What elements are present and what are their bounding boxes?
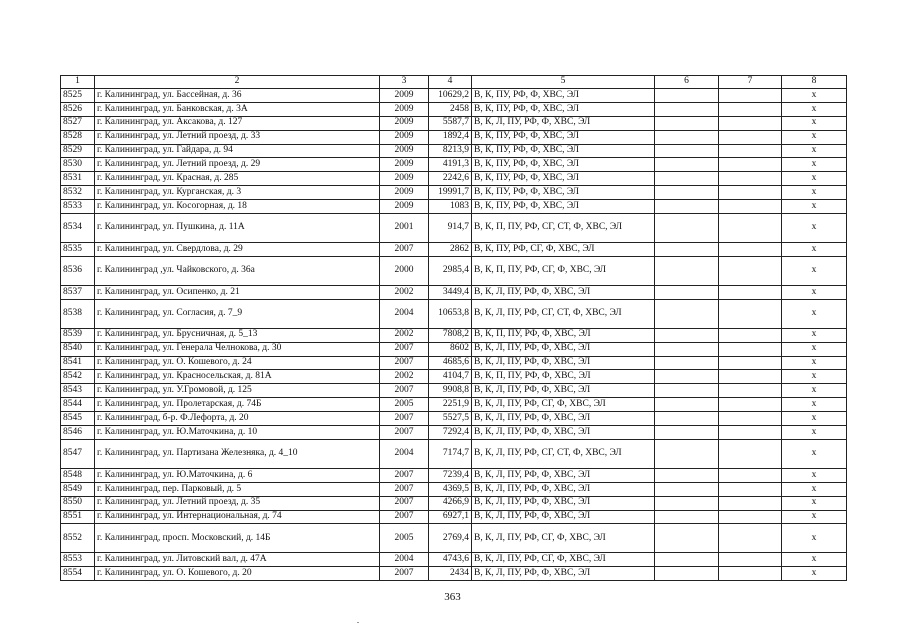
table-row: [61, 439, 847, 468]
year-cell: 2004: [380, 439, 429, 468]
year-cell: 2009: [380, 130, 429, 144]
col6-cell: [655, 342, 719, 356]
systems-cell: В, К, Л, ПУ, РФ, Ф, ХВС, ЭЛ: [472, 116, 655, 130]
table-body: [61, 76, 847, 581]
col7-cell: [719, 398, 782, 412]
row-number-cell: 8551: [61, 510, 95, 524]
col7-cell: [719, 116, 782, 130]
col6-cell: [655, 89, 719, 103]
systems-cell: В, К, Л, ПУ, РФ, СГ, СТ, Ф, ХВС, ЭЛ: [472, 439, 655, 468]
systems-cell: В, К, Л, ПУ, РФ, Ф, ХВС, ЭЛ: [472, 468, 655, 482]
row-number-cell: 8536: [61, 256, 95, 285]
row-number-cell: 8540: [61, 342, 95, 356]
col6-cell: [655, 412, 719, 426]
mark-cell: х: [782, 89, 847, 103]
col7-cell: [719, 482, 782, 496]
mark-cell: х: [782, 130, 847, 144]
col6-cell: [655, 200, 719, 214]
systems-cell: В, К, Л, ПУ, РФ, СГ, Ф, ХВС, ЭЛ: [472, 398, 655, 412]
area-cell: 1083: [429, 200, 472, 214]
address-cell: г. Калининград, ул. О. Кошевого, д. 20: [95, 567, 380, 581]
systems-cell: В, К, ПУ, РФ, Ф, ХВС, ЭЛ: [472, 200, 655, 214]
systems-cell: В, К, ПУ, РФ, Ф, ХВС, ЭЛ: [472, 102, 655, 116]
area-cell: 2985,4: [429, 256, 472, 285]
row-number-cell: 8553: [61, 553, 95, 567]
area-cell: 8602: [429, 342, 472, 356]
col7-cell: [719, 496, 782, 510]
area-cell: 5527,5: [429, 412, 472, 426]
year-cell: 2005: [380, 398, 429, 412]
table-row: [61, 496, 847, 510]
systems-cell: В, К, Л, ПУ, РФ, Ф, ХВС, ЭЛ: [472, 342, 655, 356]
address-cell: г. Калининград, ул. Интернациональная, д. 74: [95, 510, 380, 524]
table-row: [61, 89, 847, 103]
year-cell: 2009: [380, 144, 429, 158]
systems-cell: В, К, П, ПУ, РФ, Ф, ХВС, ЭЛ: [472, 370, 655, 384]
table-row: [61, 172, 847, 186]
table-row: [61, 384, 847, 398]
col6-cell: [655, 356, 719, 370]
col7-cell: [719, 89, 782, 103]
col7-cell: [719, 567, 782, 581]
systems-cell: В, К, Л, ПУ, РФ, Ф, ХВС, ЭЛ: [472, 496, 655, 510]
col6-cell: [655, 384, 719, 398]
column-header: 4: [429, 76, 472, 89]
col7-cell: [719, 328, 782, 342]
area-cell: 8213,9: [429, 144, 472, 158]
col6-cell: [655, 256, 719, 285]
col6-cell: [655, 567, 719, 581]
year-cell: 2009: [380, 102, 429, 116]
row-number-cell: 8542: [61, 370, 95, 384]
row-number-cell: 8525: [61, 89, 95, 103]
area-cell: 3449,4: [429, 285, 472, 299]
systems-cell: В, К, Л, ПУ, РФ, Ф, ХВС, ЭЛ: [472, 356, 655, 370]
year-cell: 2001: [380, 214, 429, 243]
address-cell: г. Калининград, ул. Партизана Железняка, д. 4_10: [95, 439, 380, 468]
table-row: [61, 524, 847, 553]
area-cell: 7808,2: [429, 328, 472, 342]
row-number-cell: 8554: [61, 567, 95, 581]
col7-cell: [719, 553, 782, 567]
area-cell: 19991,7: [429, 186, 472, 200]
area-cell: 7174,7: [429, 439, 472, 468]
mark-cell: х: [782, 256, 847, 285]
col7-cell: [719, 256, 782, 285]
mark-cell: х: [782, 158, 847, 172]
col6-cell: [655, 370, 719, 384]
mark-cell: х: [782, 426, 847, 440]
mark-cell: х: [782, 116, 847, 130]
column-header: 2: [95, 76, 380, 89]
col7-cell: [719, 200, 782, 214]
col7-cell: [719, 285, 782, 299]
systems-cell: В, К, Л, ПУ, РФ, Ф, ХВС, ЭЛ: [472, 384, 655, 398]
table-row: [61, 158, 847, 172]
systems-cell: В, К, ПУ, РФ, Ф, ХВС, ЭЛ: [472, 144, 655, 158]
area-cell: 7239,4: [429, 468, 472, 482]
area-cell: 2251,9: [429, 398, 472, 412]
col6-cell: [655, 172, 719, 186]
row-number-cell: 8529: [61, 144, 95, 158]
col7-cell: [719, 356, 782, 370]
mark-cell: х: [782, 144, 847, 158]
mark-cell: х: [782, 214, 847, 243]
row-number-cell: 8548: [61, 468, 95, 482]
table-row: [61, 510, 847, 524]
col6-cell: [655, 468, 719, 482]
table-row: [61, 567, 847, 581]
column-header: 7: [719, 76, 782, 89]
col6-cell: [655, 398, 719, 412]
address-cell: г. Калининград, ул. Свердлова, д. 29: [95, 243, 380, 257]
year-cell: 2009: [380, 116, 429, 130]
row-number-cell: 8530: [61, 158, 95, 172]
mark-cell: х: [782, 186, 847, 200]
address-cell: г. Калининград, ул. Летний проезд, д. 35: [95, 496, 380, 510]
row-number-cell: 8528: [61, 130, 95, 144]
col6-cell: [655, 510, 719, 524]
row-number-cell: 8534: [61, 214, 95, 243]
column-header: 3: [380, 76, 429, 89]
col6-cell: [655, 158, 719, 172]
mark-cell: х: [782, 299, 847, 328]
systems-cell: В, К, П, ПУ, РФ, Ф, ХВС, ЭЛ: [472, 328, 655, 342]
systems-cell: В, К, ПУ, РФ, Ф, ХВС, ЭЛ: [472, 130, 655, 144]
col7-cell: [719, 144, 782, 158]
address-cell: г. Калининград, ул. Осипенко, д. 21: [95, 285, 380, 299]
row-number-cell: 8547: [61, 439, 95, 468]
table-row: [61, 256, 847, 285]
page-number: 363: [444, 591, 461, 603]
address-cell: г. Калининград, ул. Летний проезд, д. 29: [95, 158, 380, 172]
table-row: [61, 412, 847, 426]
year-cell: 2004: [380, 299, 429, 328]
table-row: [61, 482, 847, 496]
row-number-cell: 8544: [61, 398, 95, 412]
table-row: [61, 299, 847, 328]
address-cell: г. Калининград, б-р. Ф.Лефорта, д. 20: [95, 412, 380, 426]
year-cell: 2007: [380, 384, 429, 398]
year-cell: 2007: [380, 496, 429, 510]
table-row: [61, 370, 847, 384]
systems-cell: В, К, Л, ПУ, РФ, Ф, ХВС, ЭЛ: [472, 482, 655, 496]
area-cell: 4191,3: [429, 158, 472, 172]
col6-cell: [655, 243, 719, 257]
table-row: [61, 426, 847, 440]
mark-cell: х: [782, 102, 847, 116]
systems-cell: В, К, Л, ПУ, РФ, СГ, Ф, ХВС, ЭЛ: [472, 553, 655, 567]
year-cell: 2007: [380, 412, 429, 426]
address-cell: г. Калининград, ул. Согласия, д. 7_9: [95, 299, 380, 328]
col6-cell: [655, 130, 719, 144]
systems-cell: В, К, Л, ПУ, РФ, СГ, Ф, ХВС, ЭЛ: [472, 524, 655, 553]
year-cell: 2005: [380, 524, 429, 553]
table-row: [61, 468, 847, 482]
col6-cell: [655, 214, 719, 243]
area-cell: 7292,4: [429, 426, 472, 440]
row-number-cell: 8550: [61, 496, 95, 510]
row-number-cell: 8527: [61, 116, 95, 130]
col7-cell: [719, 426, 782, 440]
col7-cell: [719, 186, 782, 200]
area-cell: 10629,2: [429, 89, 472, 103]
systems-cell: В, К, Л, ПУ, РФ, Ф, ХВС, ЭЛ: [472, 510, 655, 524]
table-header-row: [61, 76, 847, 89]
col6-cell: [655, 299, 719, 328]
year-cell: 2007: [380, 356, 429, 370]
col7-cell: [719, 342, 782, 356]
col7-cell: [719, 102, 782, 116]
area-cell: 2458: [429, 102, 472, 116]
year-cell: 2009: [380, 89, 429, 103]
mark-cell: х: [782, 285, 847, 299]
mark-cell: х: [782, 356, 847, 370]
col7-cell: [719, 130, 782, 144]
year-cell: 2004: [380, 553, 429, 567]
col6-cell: [655, 116, 719, 130]
col6-cell: [655, 482, 719, 496]
address-cell: г. Калининград, ул. Литовский вал, д. 47А: [95, 553, 380, 567]
col6-cell: [655, 553, 719, 567]
mark-cell: х: [782, 328, 847, 342]
year-cell: 2009: [380, 186, 429, 200]
scan-speck: [357, 622, 359, 623]
address-cell: г. Калининград, ул. Аксакова, д. 127: [95, 116, 380, 130]
col7-cell: [719, 384, 782, 398]
col7-cell: [719, 510, 782, 524]
col6-cell: [655, 285, 719, 299]
row-number-cell: 8537: [61, 285, 95, 299]
table-row: [61, 102, 847, 116]
table-row: [61, 328, 847, 342]
mark-cell: х: [782, 370, 847, 384]
col7-cell: [719, 524, 782, 553]
area-cell: 9908,8: [429, 384, 472, 398]
table-row: [61, 186, 847, 200]
year-cell: 2000: [380, 256, 429, 285]
area-cell: 4369,5: [429, 482, 472, 496]
year-cell: 2009: [380, 158, 429, 172]
address-cell: г. Калининград, ул. Бассейная, д. 36: [95, 89, 380, 103]
row-number-cell: 8543: [61, 384, 95, 398]
area-cell: 6927,1: [429, 510, 472, 524]
row-number-cell: 8533: [61, 200, 95, 214]
address-cell: г. Калининград, ул. Летний проезд, д. 33: [95, 130, 380, 144]
address-cell: г. Калининград, пер. Парковый, д. 5: [95, 482, 380, 496]
year-cell: 2002: [380, 285, 429, 299]
address-cell: г. Калининград, ул. О. Кошевого, д. 24: [95, 356, 380, 370]
table-row: [61, 356, 847, 370]
address-cell: г. Калининград, ул. Банковская, д. 3А: [95, 102, 380, 116]
area-cell: 4743,6: [429, 553, 472, 567]
year-cell: 2007: [380, 468, 429, 482]
mark-cell: х: [782, 510, 847, 524]
area-cell: 4685,6: [429, 356, 472, 370]
col7-cell: [719, 468, 782, 482]
row-number-cell: 8539: [61, 328, 95, 342]
address-cell: г. Калининград, ул. Пушкина, д. 11А: [95, 214, 380, 243]
row-number-cell: 8546: [61, 426, 95, 440]
row-number-cell: 8531: [61, 172, 95, 186]
column-header: 1: [61, 76, 95, 89]
col7-cell: [719, 299, 782, 328]
address-cell: г. Калининград, ул. Красная, д. 285: [95, 172, 380, 186]
address-cell: г. Калининград, ул. Гайдара, д. 94: [95, 144, 380, 158]
area-cell: 4104,7: [429, 370, 472, 384]
row-number-cell: 8552: [61, 524, 95, 553]
mark-cell: х: [782, 567, 847, 581]
mark-cell: х: [782, 468, 847, 482]
year-cell: 2007: [380, 342, 429, 356]
row-number-cell: 8541: [61, 356, 95, 370]
table-row: [61, 398, 847, 412]
year-cell: 2009: [380, 172, 429, 186]
mark-cell: х: [782, 496, 847, 510]
year-cell: 2002: [380, 328, 429, 342]
row-number-cell: 8545: [61, 412, 95, 426]
systems-cell: В, К, ПУ, РФ, СГ, Ф, ХВС, ЭЛ: [472, 243, 655, 257]
area-cell: 1892,4: [429, 130, 472, 144]
row-number-cell: 8538: [61, 299, 95, 328]
table-row: [61, 116, 847, 130]
col7-cell: [719, 243, 782, 257]
systems-cell: В, К, Л, ПУ, РФ, Ф, ХВС, ЭЛ: [472, 567, 655, 581]
address-cell: г. Калининград, ул. Генерала Челнокова, д. 30: [95, 342, 380, 356]
area-cell: 5587,7: [429, 116, 472, 130]
row-number-cell: 8535: [61, 243, 95, 257]
address-cell: г. Калининград, ул. Брусничная, д. 5_13: [95, 328, 380, 342]
table-row: [61, 144, 847, 158]
area-cell: 4266,9: [429, 496, 472, 510]
mark-cell: х: [782, 398, 847, 412]
col7-cell: [719, 412, 782, 426]
table-row: [61, 553, 847, 567]
year-cell: 2002: [380, 370, 429, 384]
mark-cell: х: [782, 200, 847, 214]
column-header: 8: [782, 76, 847, 89]
address-cell: г. Калининград, ул. У.Громовой, д. 125: [95, 384, 380, 398]
col7-cell: [719, 439, 782, 468]
systems-cell: В, К, ПУ, РФ, Ф, ХВС, ЭЛ: [472, 172, 655, 186]
row-number-cell: 8526: [61, 102, 95, 116]
col6-cell: [655, 186, 719, 200]
table-row: [61, 130, 847, 144]
col6-cell: [655, 328, 719, 342]
table-row: [61, 214, 847, 243]
year-cell: 2007: [380, 510, 429, 524]
mark-cell: х: [782, 439, 847, 468]
address-cell: г. Калининград, ул. Ю.Маточкина, д. 6: [95, 468, 380, 482]
systems-cell: В, К, Л, ПУ, РФ, СГ, СТ, Ф, ХВС, ЭЛ: [472, 299, 655, 328]
mark-cell: х: [782, 384, 847, 398]
address-cell: г. Калининград ,ул. Чайковского, д. 36а: [95, 256, 380, 285]
systems-cell: В, К, ПУ, РФ, Ф, ХВС, ЭЛ: [472, 186, 655, 200]
col7-cell: [719, 158, 782, 172]
mark-cell: х: [782, 172, 847, 186]
systems-cell: В, К, Л, ПУ, РФ, Ф, ХВС, ЭЛ: [472, 426, 655, 440]
mark-cell: х: [782, 553, 847, 567]
area-cell: 914,7: [429, 214, 472, 243]
table-row: [61, 342, 847, 356]
area-cell: 2769,4: [429, 524, 472, 553]
year-cell: 2007: [380, 243, 429, 257]
year-cell: 2007: [380, 567, 429, 581]
housing-register-table: [60, 75, 847, 581]
mark-cell: х: [782, 524, 847, 553]
col7-cell: [719, 370, 782, 384]
area-cell: 2434: [429, 567, 472, 581]
mark-cell: х: [782, 342, 847, 356]
mark-cell: х: [782, 243, 847, 257]
col6-cell: [655, 439, 719, 468]
year-cell: 2009: [380, 200, 429, 214]
column-header: 6: [655, 76, 719, 89]
address-cell: г. Калининград, ул. Красносельская, д. 81А: [95, 370, 380, 384]
systems-cell: В, К, П, ПУ, РФ, СГ, Ф, ХВС, ЭЛ: [472, 256, 655, 285]
col6-cell: [655, 524, 719, 553]
address-cell: г. Калининград, ул. Пролетарская, д. 74Б: [95, 398, 380, 412]
area-cell: 2242,6: [429, 172, 472, 186]
systems-cell: В, К, ПУ, РФ, Ф, ХВС, ЭЛ: [472, 89, 655, 103]
row-number-cell: 8549: [61, 482, 95, 496]
address-cell: г. Калининград, просп. Московский, д. 14Б: [95, 524, 380, 553]
table-row: [61, 200, 847, 214]
mark-cell: х: [782, 412, 847, 426]
systems-cell: В, К, Л, ПУ, РФ, Ф, ХВС, ЭЛ: [472, 285, 655, 299]
table-row: [61, 243, 847, 257]
column-header: 5: [472, 76, 655, 89]
systems-cell: В, К, ПУ, РФ, Ф, ХВС, ЭЛ: [472, 158, 655, 172]
year-cell: 2007: [380, 482, 429, 496]
area-cell: 10653,8: [429, 299, 472, 328]
mark-cell: х: [782, 482, 847, 496]
table-row: [61, 285, 847, 299]
col6-cell: [655, 426, 719, 440]
col6-cell: [655, 496, 719, 510]
col6-cell: [655, 102, 719, 116]
address-cell: г. Калининград, ул. Ю.Маточкина, д. 10: [95, 426, 380, 440]
row-number-cell: 8532: [61, 186, 95, 200]
address-cell: г. Калининград, ул. Косогорная, д. 18: [95, 200, 380, 214]
col7-cell: [719, 214, 782, 243]
year-cell: 2007: [380, 426, 429, 440]
systems-cell: В, К, П, ПУ, РФ, СГ, СТ, Ф, ХВС, ЭЛ: [472, 214, 655, 243]
col6-cell: [655, 144, 719, 158]
col7-cell: [719, 172, 782, 186]
area-cell: 2862: [429, 243, 472, 257]
address-cell: г. Калининград, ул. Курганская, д. 3: [95, 186, 380, 200]
systems-cell: В, К, Л, ПУ, РФ, Ф, ХВС, ЭЛ: [472, 412, 655, 426]
